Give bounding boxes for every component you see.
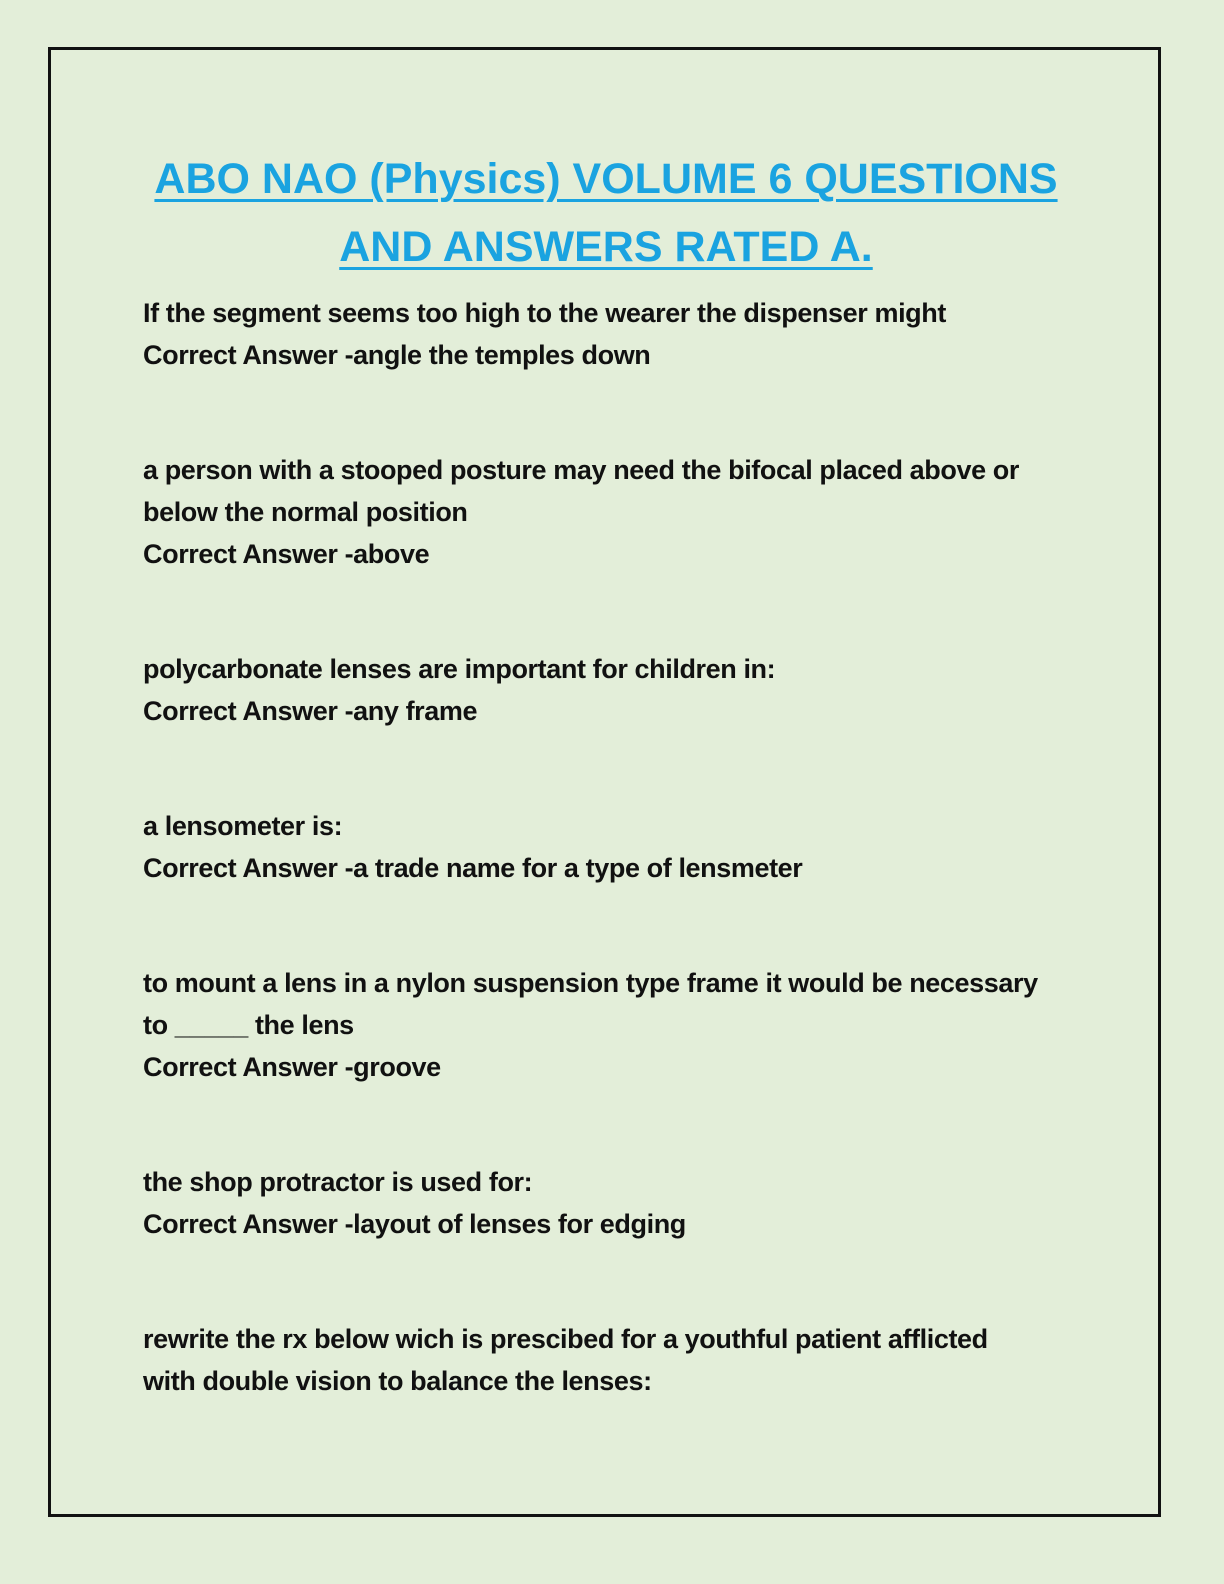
qa-item-6	[143, 1161, 1103, 1245]
question-text: rewrite the rx below wich is prescibed for a youthful patient afflicted	[143, 1324, 988, 1354]
title-line-1: ABO NAO (Physics) VOLUME 6 QUESTIONS	[154, 155, 1058, 203]
answer-text: Correct Answer -angle the temples down	[143, 340, 651, 370]
qa-item-1	[143, 292, 1103, 376]
answer-text: Correct Answer -a trade name for a type of lensmeter	[143, 853, 803, 883]
qa-item-3	[143, 648, 1103, 732]
document-title	[0, 145, 1212, 281]
question-text: If the segment seems too high to the wearer the dispenser might	[143, 298, 946, 328]
answer-text: Correct Answer -groove	[143, 1052, 441, 1082]
question-text: a person with a stooped posture may need the bifocal placed above or	[143, 455, 1019, 485]
qa-item-7	[143, 1318, 1103, 1402]
qa-item-5	[143, 962, 1103, 1088]
question-text: polycarbonate lenses are important for children in:	[143, 654, 776, 684]
question-text: to mount a lens in a nylon suspension type frame it would be necessary	[143, 968, 1038, 998]
question-text: the shop protractor is used for:	[143, 1167, 533, 1197]
title-line-2: AND ANSWERS RATED A.	[339, 223, 873, 271]
answer-text: Correct Answer -above	[143, 539, 430, 569]
question-text: below the normal position	[143, 497, 468, 527]
question-text: to _____ the lens	[143, 1010, 354, 1040]
qa-item-4	[143, 805, 1103, 889]
question-text: a lensometer is:	[143, 811, 343, 841]
question-text: with double vision to balance the lenses:	[143, 1366, 652, 1396]
qa-item-2	[143, 449, 1103, 575]
answer-text: Correct Answer -any frame	[143, 696, 478, 726]
qa-list	[143, 292, 1103, 1475]
answer-text: Correct Answer -layout of lenses for edging	[143, 1209, 686, 1239]
